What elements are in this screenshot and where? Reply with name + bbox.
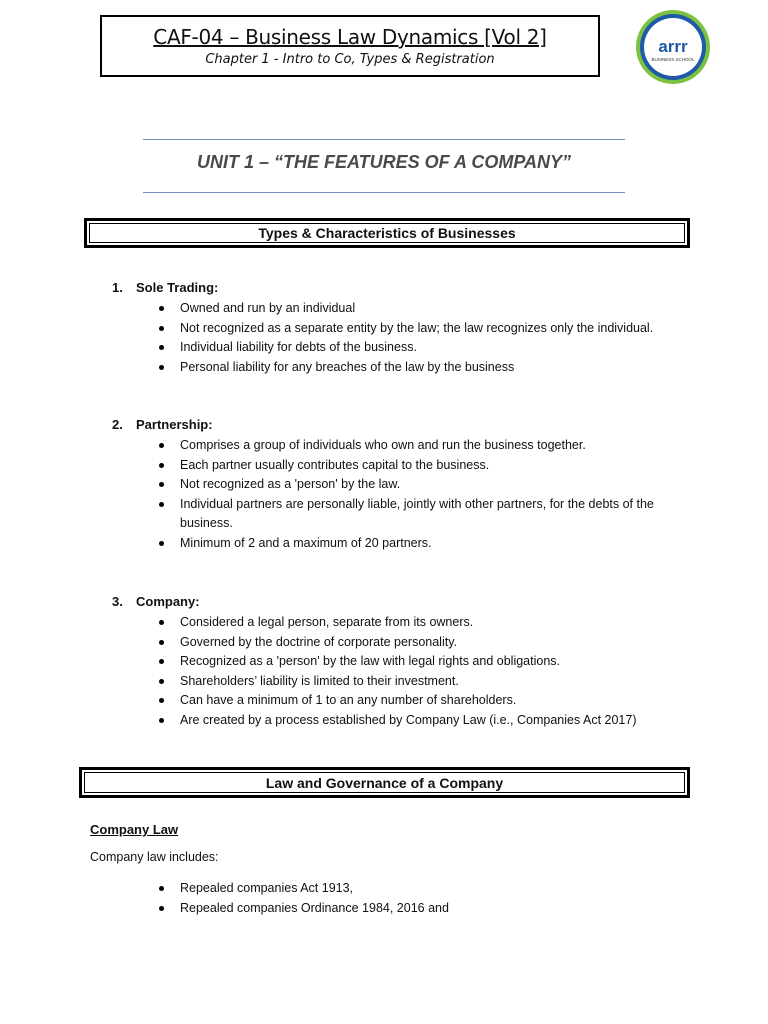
list-item: Can have a minimum of 1 to an any number of shareholders. xyxy=(157,691,680,711)
item-number: 2. xyxy=(112,417,123,432)
bullet-list xyxy=(112,299,680,377)
logo-wordmark: arrr xyxy=(658,37,688,56)
bullet-list xyxy=(112,436,680,553)
item-heading xyxy=(112,594,680,609)
list-item: Not recognized as a 'person' by the law. xyxy=(157,475,680,495)
document-header xyxy=(100,15,600,77)
list-item: Not recognized as a separate entity by the law; the law recognizes only the individual. xyxy=(157,319,680,339)
list-item: Individual liability for debts of the business. xyxy=(157,338,680,358)
business-type-sole-trading xyxy=(112,280,680,377)
list-item: Individual partners are personally liable, jointly with other partners, for the debts of the business. xyxy=(157,495,680,534)
item-number: 3. xyxy=(112,594,123,609)
list-item: Repealed companies Ordinance 1984, 2016 and xyxy=(157,899,680,919)
bullet-list xyxy=(112,879,680,918)
section-heading-box xyxy=(79,767,690,798)
item-title: Partnership: xyxy=(136,417,213,432)
list-item: Minimum of 2 and a maximum of 20 partners. xyxy=(157,534,680,554)
unit-rule-top xyxy=(143,139,625,140)
logo-tagline: BUSINESS SCHOOL xyxy=(651,57,695,62)
item-title: Company: xyxy=(136,594,200,609)
company-law-list xyxy=(112,879,680,918)
chapter-subtitle: Chapter 1 - Intro to Co, Types & Registration xyxy=(205,52,495,67)
unit-title: UNIT 1 – “THE FEATURES OF A COMPANY” xyxy=(196,152,572,172)
bullet-list xyxy=(112,613,680,730)
list-item: Comprises a group of individuals who own and run the business together. xyxy=(157,436,680,456)
list-item: Governed by the doctrine of corporate personality. xyxy=(157,633,680,653)
item-number: 1. xyxy=(112,280,123,295)
list-item: Personal liability for any breaches of the law by the business xyxy=(157,358,680,378)
list-item: Repealed companies Act 1913, xyxy=(157,879,680,899)
item-title: Sole Trading: xyxy=(136,280,219,295)
subsection-heading: Company Law xyxy=(90,822,179,837)
list-item: Are created by a process established by Company Law (i.e., Companies Act 2017) xyxy=(157,711,680,731)
item-heading xyxy=(112,280,680,295)
list-item: Shareholders’ liability is limited to their investment. xyxy=(157,672,680,692)
unit-rule-bottom xyxy=(143,192,625,193)
list-item: Owned and run by an individual xyxy=(157,299,680,319)
intro-text: Company law includes: xyxy=(90,850,219,864)
section-heading: Types & Characteristics of Businesses xyxy=(89,223,685,243)
list-item: Each partner usually contributes capital to the business. xyxy=(157,456,680,476)
item-heading xyxy=(112,417,680,432)
list-item: Considered a legal person, separate from its owners. xyxy=(157,613,680,633)
document-title: CAF-04 – Business Law Dynamics [Vol 2] xyxy=(153,25,547,49)
business-type-company xyxy=(112,594,680,730)
section-heading-box xyxy=(84,218,690,248)
list-item: Recognized as a 'person' by the law with legal rights and obligations. xyxy=(157,652,680,672)
business-type-partnership xyxy=(112,417,680,553)
section-heading: Law and Governance of a Company xyxy=(84,772,685,793)
company-law-block xyxy=(90,822,219,864)
school-logo xyxy=(634,8,712,86)
